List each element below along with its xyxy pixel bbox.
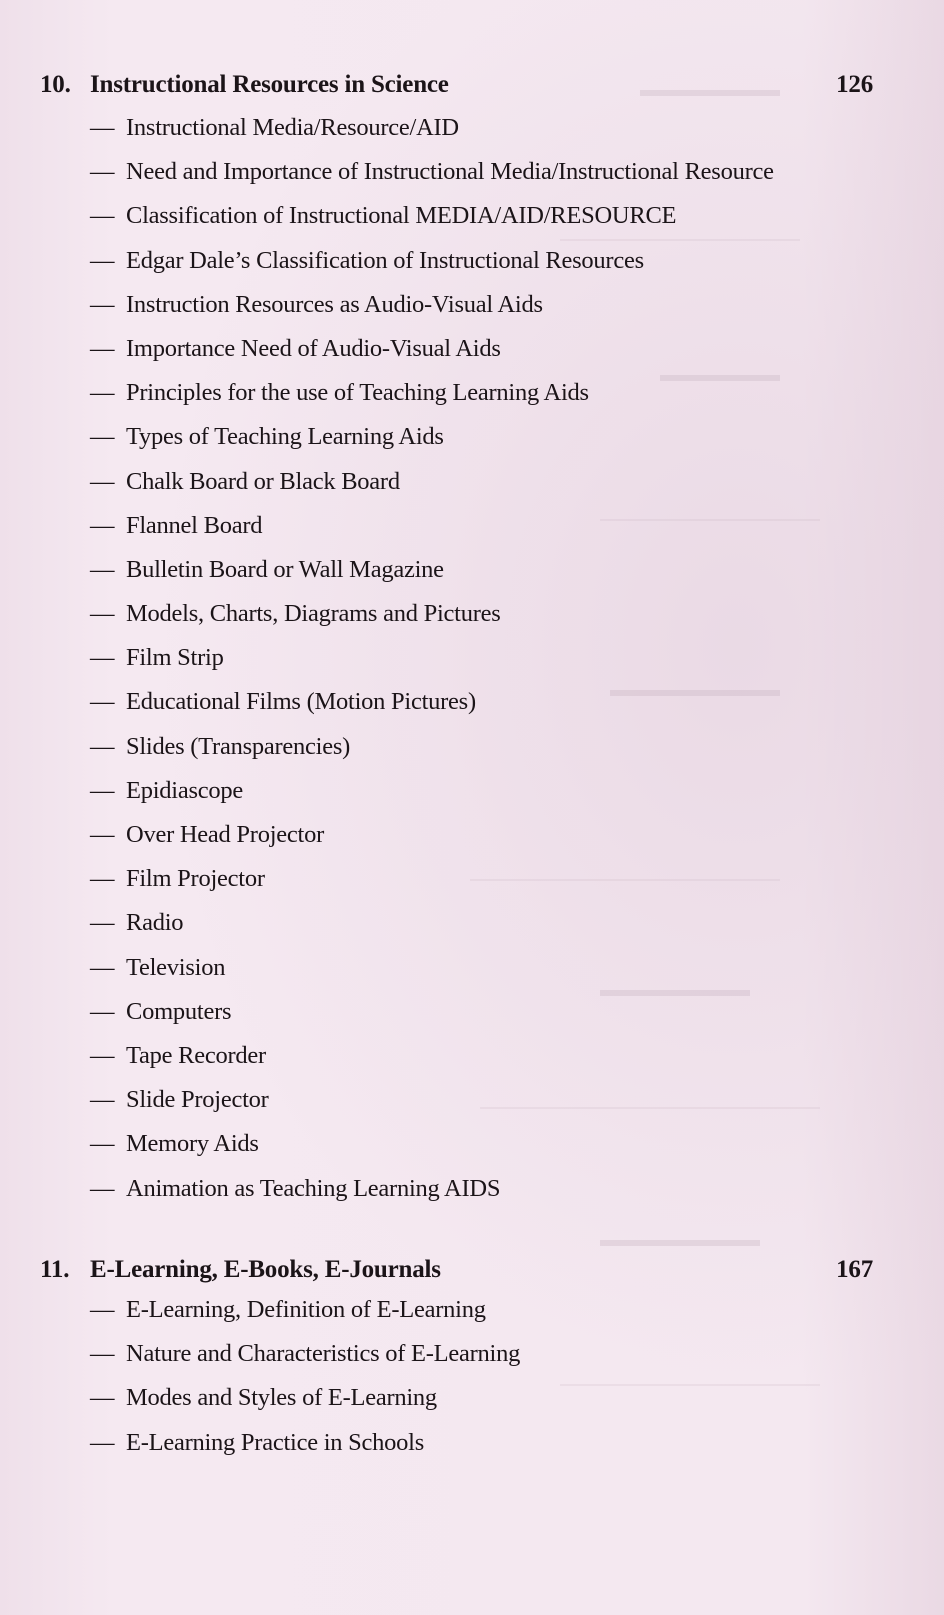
toc-entry	[90, 861, 880, 896]
toc-entry	[90, 729, 880, 764]
em-dash: —	[90, 644, 115, 672]
toc-entry	[90, 1126, 880, 1161]
entry-text: Educational Films (Motion Pictures)	[126, 688, 476, 716]
em-dash: —	[90, 1340, 115, 1368]
entry-text: Epidiascope	[126, 776, 243, 804]
em-dash: —	[90, 1130, 115, 1158]
em-dash: —	[90, 334, 115, 362]
toc-entry	[90, 905, 880, 940]
em-dash: —	[90, 688, 115, 716]
entry-text: Film Projector	[126, 865, 265, 893]
entry-text: Television	[126, 953, 226, 981]
toc-entry	[90, 596, 880, 631]
section-page-number: 167	[836, 1256, 873, 1283]
section-heading-10	[40, 70, 873, 100]
em-dash: —	[90, 511, 115, 539]
toc-entry	[90, 773, 880, 808]
toc-entry	[90, 331, 880, 366]
em-dash: —	[90, 776, 115, 804]
entry-text: Slides (Transparencies)	[126, 732, 351, 760]
em-dash: —	[90, 821, 115, 848]
em-dash: —	[90, 290, 115, 318]
entry-text: Modes and Styles of E-Learning	[126, 1384, 437, 1412]
em-dash: —	[90, 379, 115, 407]
toc-entry	[90, 1292, 880, 1327]
entry-text: Over Head Projector	[126, 821, 324, 848]
toc-entry	[90, 552, 880, 587]
entry-text: Types of Teaching Learning Aids	[126, 423, 444, 451]
entry-text: Radio	[126, 909, 184, 937]
entry-text: Edgar Dale’s Classification of Instructional Resources	[126, 246, 644, 274]
em-dash: —	[90, 909, 115, 937]
toc-entry	[90, 110, 880, 145]
section-title: Instructional Resources in Science	[90, 71, 449, 98]
em-dash: —	[90, 953, 115, 981]
entry-text: Nature and Characteristics of E-Learning	[126, 1340, 521, 1368]
toc-entry	[90, 1336, 880, 1371]
section-number: 10.	[40, 71, 71, 98]
entry-text: Principles for the use of Teaching Learning Aids	[126, 379, 589, 407]
entry-text: Importance Need of Audio-Visual Aids	[126, 334, 501, 362]
entry-text: Instructional Media/Resource/AID	[126, 114, 459, 141]
section-title: E-Learning, E-Books, E-Journals	[90, 1256, 441, 1283]
em-dash: —	[90, 423, 115, 451]
em-dash: —	[90, 865, 115, 893]
section-number: 11.	[40, 1256, 70, 1283]
em-dash: —	[90, 732, 115, 760]
toc-entry	[90, 419, 880, 454]
entry-text: Film Strip	[126, 644, 224, 672]
toc-entry	[90, 1425, 880, 1460]
toc-entry	[90, 154, 880, 189]
toc-entry	[90, 508, 880, 543]
section-10-entries	[90, 110, 880, 1215]
toc-entry	[90, 243, 880, 278]
entry-text: Chalk Board or Black Board	[126, 467, 400, 495]
toc-entry	[90, 1082, 880, 1117]
entry-text: Slide Projector	[126, 1086, 269, 1114]
em-dash: —	[90, 1086, 115, 1114]
em-dash: —	[90, 114, 115, 141]
em-dash: —	[90, 1041, 115, 1069]
section-heading-11	[40, 1255, 873, 1285]
entry-text: Animation as Teaching Learning AIDS	[126, 1174, 501, 1202]
em-dash: —	[90, 1384, 115, 1412]
section-page-number: 126	[836, 71, 873, 98]
toc-entry	[90, 817, 880, 852]
entry-text: Computers	[126, 997, 232, 1025]
em-dash: —	[90, 1296, 115, 1323]
toc-entry	[90, 375, 880, 410]
entry-text: Classification of Instructional MEDIA/AID/RESOURCE	[126, 202, 677, 230]
em-dash: —	[90, 158, 115, 186]
entry-text: E-Learning Practice in Schools	[126, 1428, 424, 1456]
entry-text: Instruction Resources as Audio-Visual Aids	[126, 290, 543, 318]
em-dash: —	[90, 1174, 115, 1202]
entry-text: E-Learning, Definition of E-Learning	[126, 1296, 486, 1323]
toc-entry	[90, 287, 880, 322]
entry-text: Bulletin Board or Wall Magazine	[126, 555, 444, 583]
toc-entry	[90, 994, 880, 1029]
toc-entry	[90, 1380, 880, 1415]
em-dash: —	[90, 555, 115, 583]
toc-entry	[90, 640, 880, 675]
section-11-entries	[90, 1292, 880, 1469]
toc-entry	[90, 950, 880, 985]
toc-entry	[90, 684, 880, 719]
em-dash: —	[90, 202, 115, 230]
em-dash: —	[90, 600, 115, 628]
entry-text: Models, Charts, Diagrams and Pictures	[126, 600, 501, 628]
entry-text: Flannel Board	[126, 511, 263, 539]
entry-text: Memory Aids	[126, 1130, 259, 1158]
em-dash: —	[90, 467, 115, 495]
toc-entry	[90, 1171, 880, 1206]
em-dash: —	[90, 246, 115, 274]
entry-text: Need and Importance of Instructional Media/Instructional Resource	[126, 158, 774, 186]
toc-entry	[90, 464, 880, 499]
em-dash: —	[90, 997, 115, 1025]
entry-text: Tape Recorder	[126, 1041, 266, 1069]
toc-entry	[90, 1038, 880, 1073]
em-dash: —	[90, 1428, 115, 1456]
toc-entry	[90, 198, 880, 233]
